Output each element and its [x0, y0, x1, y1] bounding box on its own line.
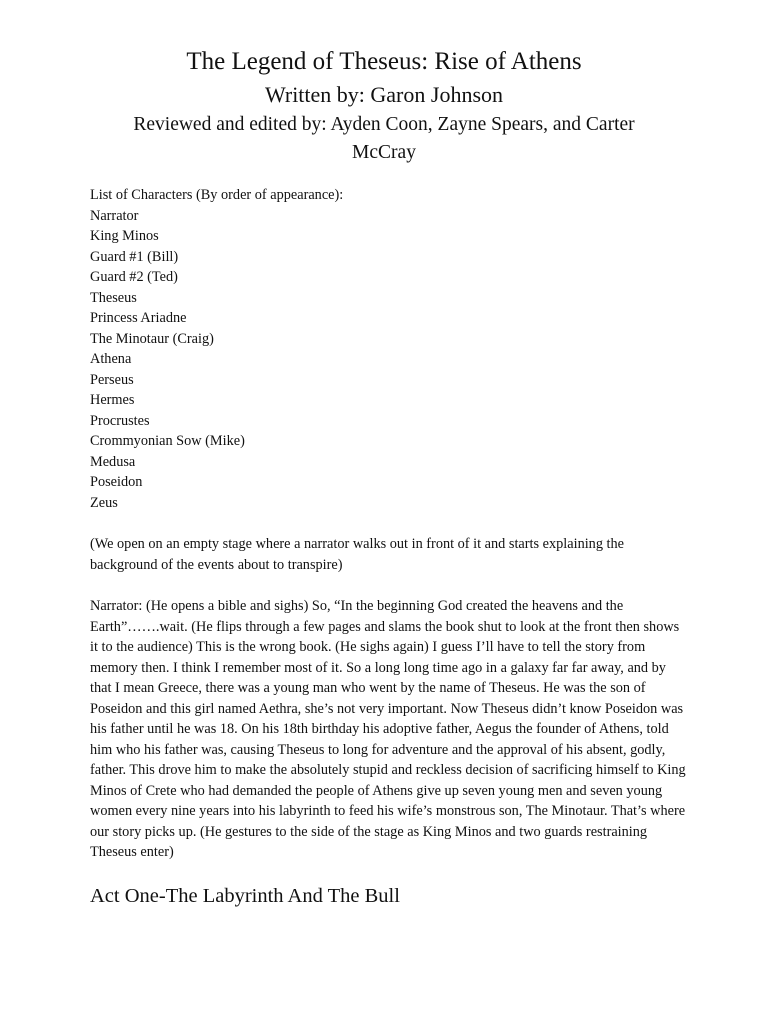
character-item: Perseus	[90, 371, 134, 388]
document-title: The Legend of Theseus: Rise of Athens	[186, 48, 582, 75]
narrator-monologue: Narrator: (He opens a bible and sighs) So, “In the beginning God created the heavens and the Earth”…….wait. (He flips through a few pages and slams the book shut to look at the front then shows it to the audience) This is the wrong book. (He sighs again) I guess I’ll have to tell the story from memory then. I think I remember most of it. So a long long time ago in a galaxy far far away, and by that I mean Greece, there was a young man who went by the name of Theseus. He was the son of Poseidon and this girl named Aethra, she’s not very important. Now Theseus didn’t know Poseidon was his father until he was 18. On his 18th birthday his adoptive father, Aegus the founder of Athens, told him who his father was, causing Theseus to long for adventure and the approval of his absent, godly, father. This drove him to make the absolutely stupid and reckless decision of sacrificing himself to King Minos of Crete who had demanded the people of Athens give up seven young men and seven young women every nine years into his labyrinth to feed his wife’s monstrous son, The Minotaur. That’s where our story picks up. (He gestures to the side of the stage as King Minos and two guards restraining Theseus enter)	[90, 598, 686, 860]
act-one-heading: Act One-The Labyrinth And The Bull	[90, 885, 400, 907]
character-item: Crommyonian Sow (Mike)	[90, 433, 245, 449]
character-item: Narrator	[90, 207, 139, 224]
opening-stage-direction: (We open on an empty stage where a narrator walks out in front of it and starts explaining the background of the events about to transpire)	[90, 536, 625, 573]
character-item: Hermes	[90, 392, 135, 408]
character-item: The Minotaur (Craig)	[90, 330, 214, 347]
character-item: Medusa	[90, 453, 136, 470]
character-item: King Minos	[90, 228, 159, 244]
character-item: Zeus	[90, 494, 118, 511]
editors-line: Reviewed and edited by: Ayden Coon, Zayne Spears, and Carter McCray	[133, 114, 635, 163]
character-item: Guard #1 (Bill)	[90, 248, 179, 265]
character-list-heading: List of Characters (By order of appearance):	[90, 187, 344, 203]
character-item: Guard #2 (Ted)	[90, 269, 178, 285]
character-item: Poseidon	[90, 474, 143, 490]
character-item: Theseus	[90, 289, 137, 306]
character-item: Athena	[90, 351, 132, 367]
author-line: Written by: Garon Johnson	[264, 82, 504, 107]
character-item: Procrustes	[90, 412, 150, 429]
character-item: Princess Ariadne	[90, 310, 187, 326]
character-list	[90, 185, 690, 513]
